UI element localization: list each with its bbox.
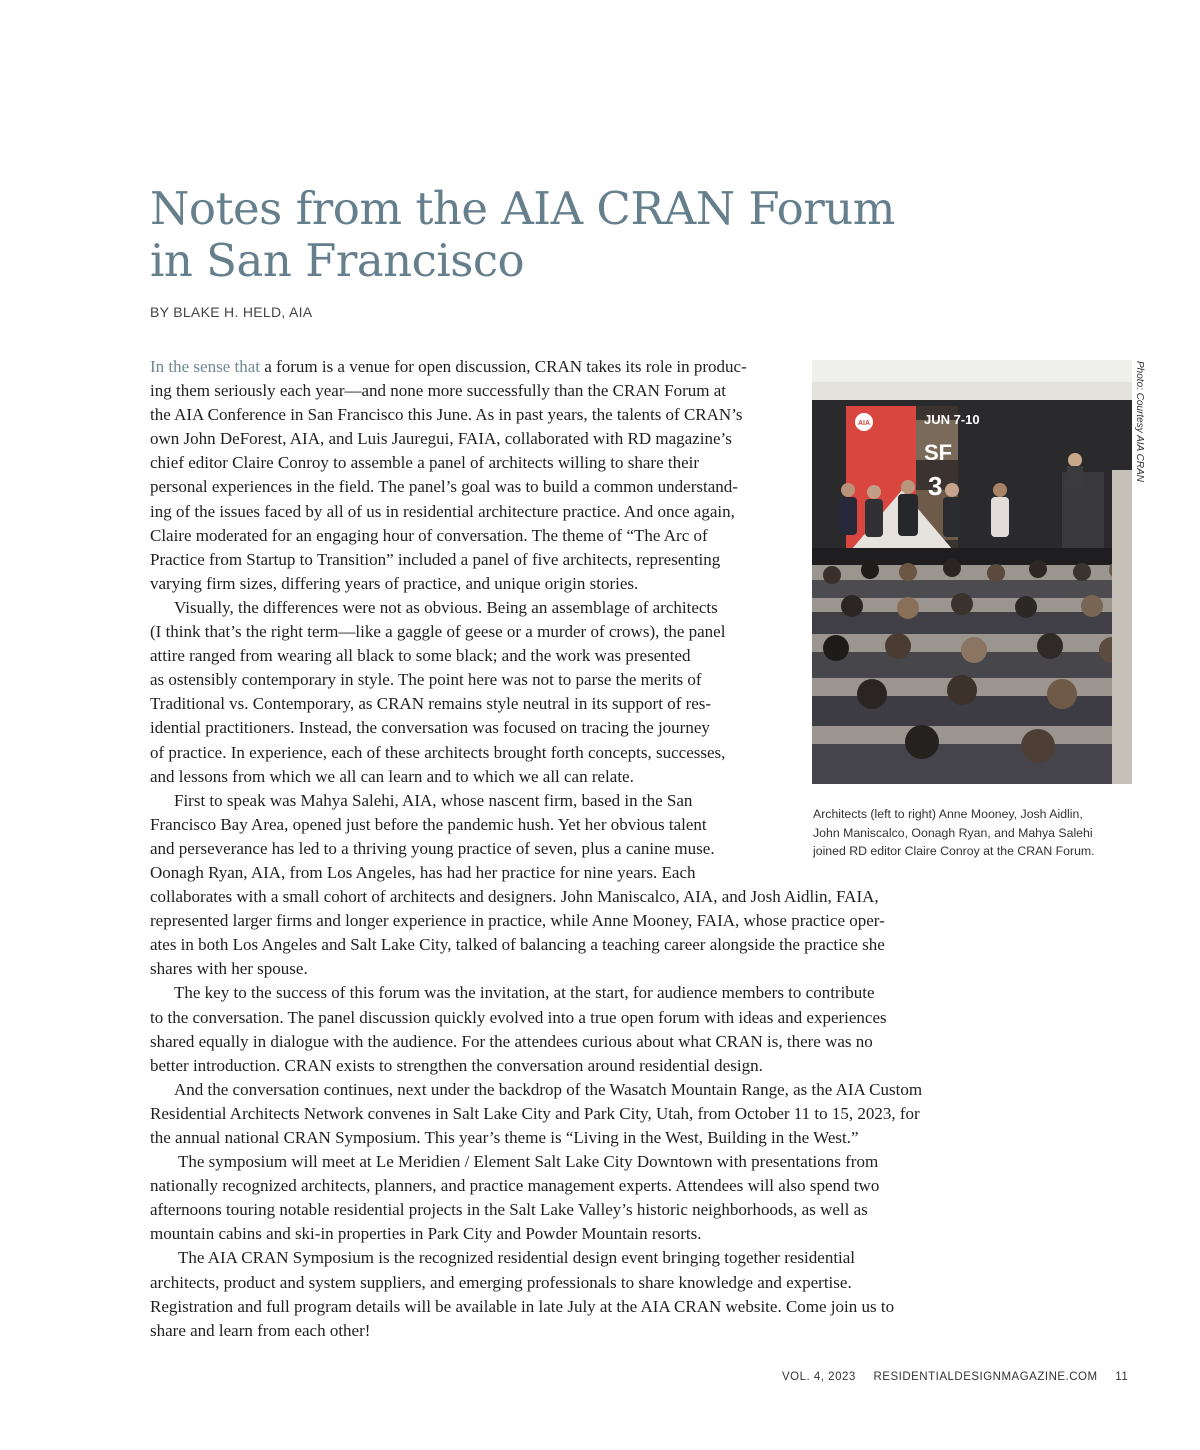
body-line: (I think that’s the right term—like a gaggle of geese or a murder of crows), the panel bbox=[150, 622, 726, 642]
audience bbox=[812, 559, 1132, 784]
caption-line: John Maniscalco, Oonagh Ryan, and Mahya Salehi bbox=[813, 825, 1093, 840]
body-line: ing them seriously each year—and none more successfully than the CRAN Forum at bbox=[150, 381, 726, 401]
article-title-line-1: Notes from the AIA CRAN Forum bbox=[150, 182, 895, 235]
body-line: Oonagh Ryan, AIA, from Los Angeles, has had her practice for nine years. Each bbox=[150, 862, 696, 882]
body-line: ing of the issues faced by all of us in residential architecture practice. And once again, bbox=[150, 501, 735, 521]
body-line: chief editor Claire Conroy to assemble a panel of architects willing to share their bbox=[150, 453, 700, 473]
body-line: The AIA CRAN Symposium is the recognized residential design event bringing together residential bbox=[178, 1248, 856, 1268]
article-title bbox=[150, 183, 910, 287]
body-line: the annual national CRAN Symposium. This year’s theme is “Living in the West, Building in the West.” bbox=[150, 1128, 859, 1147]
body-line: idential practitioners. Instead, the conversation was focused on tracing the journey bbox=[150, 718, 710, 738]
body-line: nationally recognized architects, planners, and practice management experts. Attendees will also spend two bbox=[150, 1176, 880, 1196]
body-line: as ostensibly contemporary in style. The point here was not to parse the merits of bbox=[150, 670, 702, 690]
byline: BY BLAKE H. HELD, AIA bbox=[150, 304, 313, 320]
body-line: share and learn from each other! bbox=[150, 1320, 371, 1340]
banner-city: SF bbox=[924, 440, 953, 465]
body-line: Traditional vs. Contemporary, as CRAN remains style neutral in its support of res- bbox=[150, 694, 712, 714]
caption-line: Architects (left to right) Anne Mooney, Josh Aidlin, bbox=[813, 807, 1083, 821]
footer-site: RESIDENTIALDESIGNMAGAZINE.COM bbox=[873, 1371, 1098, 1383]
body-line: mountain cabins and ski-in properties in Park City and Powder Mountain resorts. bbox=[150, 1224, 702, 1244]
body-line: Registration and full program details will be available in late July at the AIA CRAN website. Come join us to bbox=[150, 1296, 895, 1316]
body-line: collaborates with a small cohort of architects and designers. John Maniscalco, AIA, and Josh Aidlin, FAIA, bbox=[150, 887, 879, 907]
body-line: First to speak was Mahya Salehi, AIA, whose nascent firm, based in the San bbox=[174, 790, 693, 810]
body-line: better introduction. CRAN exists to strengthen the conversation around residential design. bbox=[150, 1055, 763, 1075]
body-line: Visually, the differences were not as obvious. Being an assemblage of architects bbox=[174, 597, 718, 617]
body-line: And the conversation continues, next under the backdrop of the Wasatch Mountain Range, as the AIA Custom bbox=[174, 1079, 923, 1099]
body-line: own John DeForest, AIA, and Luis Jauregui, FAIA, collaborated with RD magazine’s bbox=[150, 429, 732, 449]
banner-logo: AIA bbox=[857, 420, 871, 427]
page-footer bbox=[782, 1371, 1129, 1383]
lead-in-text: In the sense that bbox=[150, 357, 260, 376]
forum-photo bbox=[812, 360, 1132, 784]
body-line: The symposium will meet at Le Meridien / Element Salt Lake City Downtown with presentations from bbox=[178, 1152, 879, 1172]
body-line: shared equally in dialogue with the audience. For the attendees curious about what CRAN is, there was no bbox=[150, 1031, 873, 1051]
body-line: personal experiences in the field. The panel’s goal was to build a common understand- bbox=[150, 477, 738, 497]
body-line: Francisco Bay Area, opened just before the pandemic hush. Yet her obvious talent bbox=[150, 814, 707, 834]
body-line: to the conversation. The panel discussion quickly evolved into a true open forum with ideas and experiences bbox=[150, 1007, 887, 1027]
photo-credit: Photo: Courtesy AIA CRAN bbox=[1134, 361, 1145, 482]
body-line: of practice. In experience, each of these architects brought forth concepts, successes, bbox=[150, 742, 726, 762]
body-line: shares with her spouse. bbox=[150, 959, 308, 979]
article-title-line-2: in San Francisco bbox=[150, 234, 525, 287]
body-line: and lessons from which we all can learn and to which we all can relate. bbox=[150, 766, 634, 786]
svg-text:3: 3 bbox=[928, 471, 943, 501]
page-number: 11 bbox=[1115, 1371, 1129, 1383]
body-line: attire ranged from wearing all black to some black; and the work was presented bbox=[150, 646, 691, 666]
body-line: The key to the success of this forum was the invitation, at the start, for audience members to contribute bbox=[174, 983, 875, 1003]
body-line: afternoons touring notable residential projects in the Salt Lake Valley’s historic neighborhoods, as well as bbox=[150, 1200, 868, 1220]
body-line: Residential Architects Network convenes in Salt Lake City and Park City, Utah, from October 11 to 15, 2023, for bbox=[150, 1103, 920, 1123]
body-line: Claire moderated for an engaging hour of conversation. The theme of “The Arc of bbox=[150, 525, 708, 545]
forum-photo-illustration bbox=[812, 360, 1132, 784]
body-line: Practice from Startup to Transition” included a panel of five architects, representing bbox=[150, 549, 721, 569]
body-line: and perseverance has led to a thriving young practice of seven, plus a canine muse. bbox=[150, 838, 715, 858]
caption-line: joined RD editor Claire Conroy at the CRAN Forum. bbox=[813, 844, 1095, 858]
banner-dates: JUN 7-10 bbox=[924, 412, 980, 427]
body-line: represented larger firms and longer experience in practice, while Anne Mooney, FAIA, whose practice oper- bbox=[150, 911, 885, 931]
body-line: varying firm sizes, differing years of practice, and unique origin stories. bbox=[150, 573, 639, 593]
body-line: In the sense that a forum is a venue for open discussion, CRAN takes its role in produc- bbox=[150, 357, 747, 376]
footer-volume: VOL. 4, 2023 bbox=[782, 1371, 856, 1383]
body-line: ates in both Los Angeles and Salt Lake City, talked of balancing a teaching career alongside the practice she bbox=[150, 935, 885, 955]
body-line: architects, product and system suppliers, and emerging professionals to share knowledge and expertise. bbox=[150, 1272, 852, 1292]
photo-caption bbox=[813, 805, 1133, 861]
body-line: the AIA Conference in San Francisco this June. As in past years, the talents of CRAN’s bbox=[150, 405, 743, 425]
